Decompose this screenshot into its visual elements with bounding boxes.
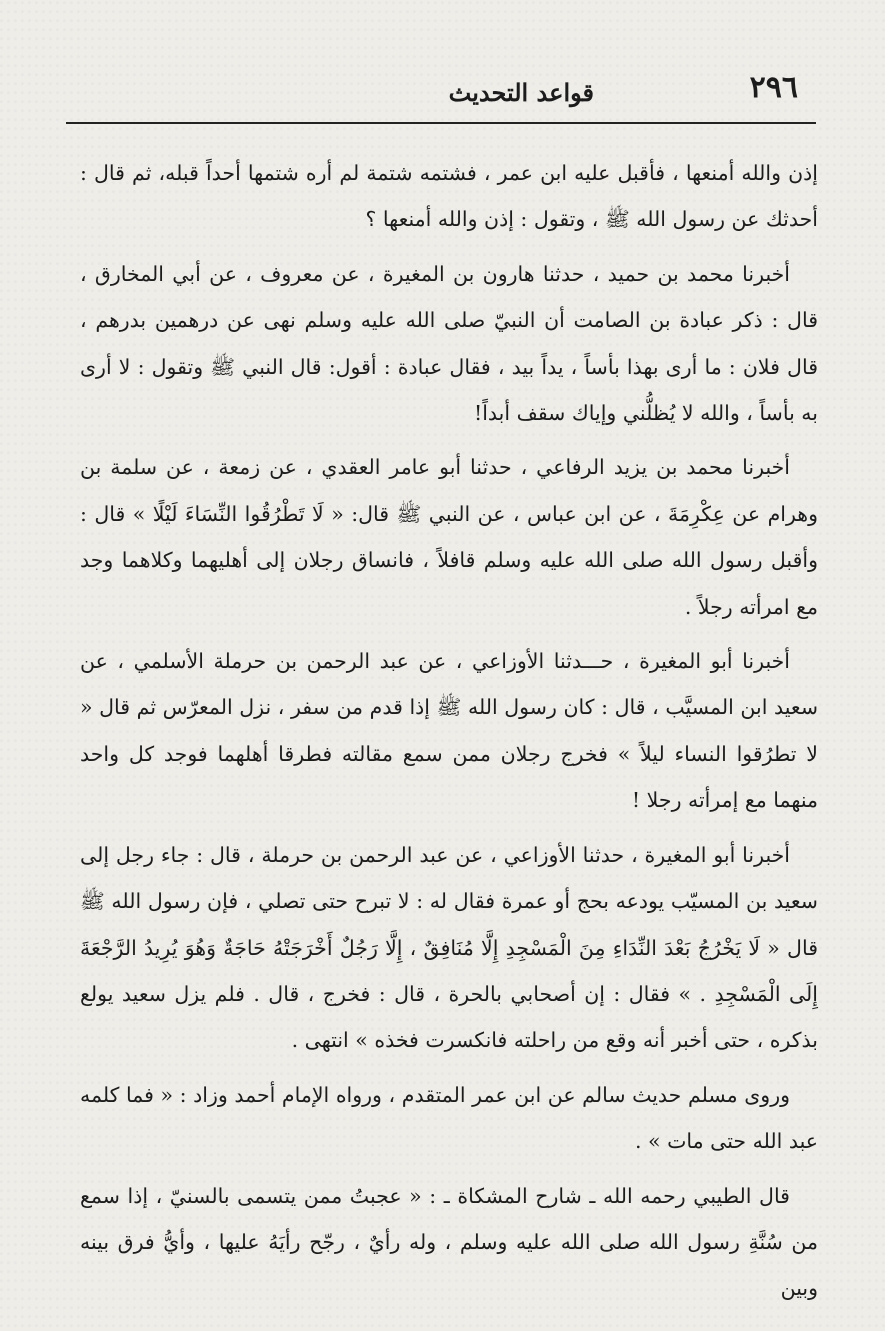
paragraph-tibi-quote: قال الطيبي رحمه الله ـ شارح المشكاة ـ : « عجبتُ ممن يتسمى بالسنيّ ، إذا سمع من سُنَّةِ رسول الله صلى الله عليه وسلم ، وله رأيٌ ، رجّح رأيَهُ عليها ، وأيُّ فرق بينه وبين: [80, 1183, 818, 1301]
paragraph-ikrima: أخبرنا محمد بن يزيد الرفاعي ، حدثنا أبو عامر العقدي ، عن زمعة ، عن سلمة بن وهرام عن عِكْرِمَةَ ، عن ابن عباس ، عن النبي ﷺ قال: « لَا تَطْرُقُوا النِّسَاءَ لَيْلًا » قال : وأقبل رسول الله صلى الله عليه وسلم قافلاً ، فانساق رجلان إلى أهليهما وكلاهما وجد مع امرأته رجلاً .: [80, 455, 818, 619]
page-header: [66, 70, 816, 126]
paragraph-muslim-narration: وروى مسلم حديث سالم عن ابن عمر المتقدم ، ورواه الإمام أحمد وزاد : « فما كلمه عبد الله حتى مات » .: [80, 1082, 818, 1154]
paragraph-ibn-musayyab-night: أخبرنا أبو المغيرة ، حـــدثنا الأوزاعي ، عن عبد الرحمن بن حرملة الأسلمي ، عن سعيد ابن المسيَّب ، قال : كان رسول الله ﷺ إذا قدم من سفر ، نزل المعرّس ثم قال « لا تطرُقوا النساء ليلاً » فخرج رجلان ممن سمع مقالته فطرقا أهلهما فوجد كل واحد منهما مع إمرأته رجلا !: [80, 649, 818, 813]
paragraph-ubada: أخبرنا محمد بن حميد ، حدثنا هارون بن المغيرة ، عن معروف ، عن أبي المخارق ، قال : ذكر عبادة بن الصامت أن النبيّ صلى الله عليه وسلم نهى عن درهمين بدرهم ، قال فلان : ما أرى بهذا بأساً ، يداً بيد ، فقال عبادة : أقول: قال النبي ﷺ وتقول : لا أرى به بأساً ، والله لا يُظلُّني وإياك سقف أبداً!: [80, 261, 818, 426]
page-number: ٢٩٦: [749, 70, 798, 105]
header-rule: [66, 122, 816, 124]
paragraph-ibn-musayyab-mosque: أخبرنا أبو المغيرة ، حدثنا الأوزاعي ، عن عبد الرحمن بن حرملة ، قال : جاء رجل إلى سعيد بن المسيّب يودعه بحج أو عمرة فقال له : لا تبرح حتى تصلي ، فإن رسول الله ﷺ قال « لَا يَخْرُجُ بَعْدَ النِّدَاءِ مِنَ الْمَسْجِدِ إِلَّا مُنَافِقٌ ، إِلَّا رَجُلٌ أَخْرَجَتْهُ حَاجَةٌ وَهُوَ يُرِيدُ الرَّجْعَةَ إِلَى الْمَسْجِدِ . » فقال : إن أصحابي بالحرة ، قال : فخرج ، قال . فلم يزل سعيد يولع بذكره ، حتى أخبر أنه وقع من راحلته فانكسرت فخذه » انتهى .: [80, 842, 818, 1053]
running-title: قواعد التحديث: [448, 78, 594, 107]
page-body: [80, 150, 818, 1312]
paragraph-continued: إذن والله أمنعها ، فأقبل عليه ابن عمر ، فشتمه شتمة لم أره شتمها أحداً قبله، ثم قال : أحدثك عن رسول الله ﷺ ، وتقول : إذن والله أمنعها ؟: [80, 161, 818, 232]
